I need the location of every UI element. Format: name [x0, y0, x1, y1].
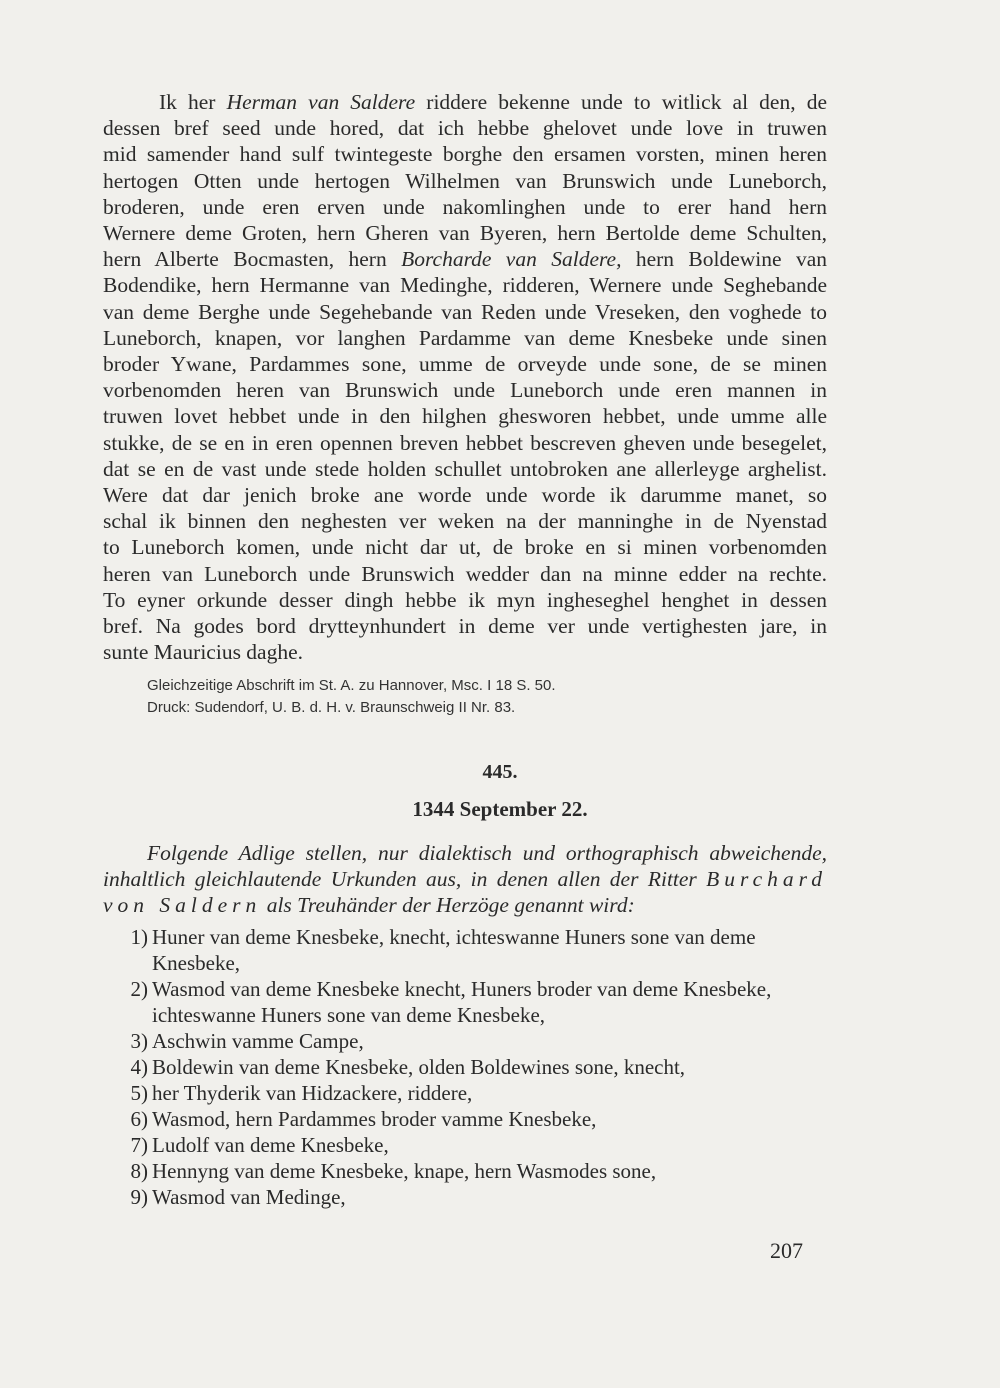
text-segment: stukke, de se en in eren opennen breven hebbet bescreven gheven unde besegelet,: [103, 430, 827, 455]
text-line: [103, 325, 827, 351]
document-number: 445.: [482, 761, 518, 783]
personal-name: Borcharde van Saldere,: [401, 247, 622, 272]
summary-name-spaced: Burchard: [706, 867, 827, 891]
list-item: [110, 1028, 830, 1054]
text-line: [103, 168, 827, 194]
charter-text: [103, 89, 827, 665]
list-item-text: Wasmod, hern Pardammes broder vamme Knesbeke,: [152, 1107, 597, 1131]
text-line: [103, 246, 827, 272]
list-item-text: Hennyng van deme Knesbeke, knape, hern Wasmodes sone,: [152, 1159, 657, 1183]
list-item-number: 1): [130, 925, 148, 949]
text-line: [103, 194, 827, 220]
list-item: [110, 924, 830, 976]
text-line: [103, 613, 827, 639]
list-item: [110, 976, 830, 1028]
text-segment: Were dat dar jenich broke ane worde unde worde ik darumme manet, so: [103, 483, 827, 508]
list-item-number: 3): [130, 1029, 148, 1053]
text-line: [103, 456, 827, 482]
text-segment: to Luneborch komen, unde nicht dar ut, de broke en si minen vorbenomden: [103, 535, 827, 560]
list-item-number: 7): [130, 1133, 148, 1157]
list-item-text: Huner van deme Knesbeke, knecht, ichteswanne Huners sone van deme Knesbeke,: [152, 925, 756, 975]
text-line: [103, 272, 827, 298]
text-segment: bref. Na godes bord drytteynhundert in deme ver unde vertighesten jare, in: [103, 614, 827, 639]
text-segment: Luneborch, knapen, vor langhen Pardamme van deme Knesbeke unde sinen: [103, 325, 827, 350]
list-item-text: Wasmod van deme Knesbeke knecht, Huners broder van deme Knesbeke, ichteswanne Huners sone van deme Knesbeke,: [152, 977, 772, 1027]
list-item: [110, 1054, 830, 1080]
text-line: [103, 377, 827, 403]
list-item-number: 4): [130, 1055, 148, 1079]
text-segment: van deme Berghe unde Segehebande van Reden unde Vreseken, den voghede to: [103, 299, 827, 324]
summary-line: [103, 866, 827, 892]
list-item-number: 6): [130, 1107, 148, 1131]
text-line: [103, 299, 827, 325]
summary-text: als Treuhänder der Herzöge genannt wird:: [261, 893, 635, 917]
text-segment: broder Ywane, Pardammes sone, umme de orveyde unde sone, de se minen: [103, 352, 827, 377]
list-item-number: 5): [130, 1081, 148, 1105]
text-line: [103, 141, 827, 167]
list-item-number: 2): [130, 977, 148, 1001]
text-line: [103, 115, 827, 141]
list-item: [110, 1184, 830, 1210]
summary-text: inhaltlich gleichlautende Urkunden aus, in denen allen der Ritter: [103, 867, 707, 891]
text-segment: hertogen Otten unde hertogen Wilhelmen van Brunswich unde Luneborch,: [103, 168, 827, 193]
text-segment: Ik her: [159, 90, 227, 114]
text-line: [103, 639, 827, 665]
text-line: [103, 430, 827, 456]
summary-line: Folgende Adlige stellen, nur dialektisch und orthographisch abweichende,: [147, 841, 827, 865]
list-item: [110, 1080, 830, 1106]
list-item: [110, 1106, 830, 1132]
text-segment: vorbenomden heren van Brunswich unde Luneborch unde eren mannen in: [103, 378, 827, 403]
text-segment: dat se en de vast unde stede holden schullet untobroken ane allerleyge arghelist.: [103, 456, 827, 481]
text-line: [103, 482, 827, 508]
text-segment: truwen lovet hebbet unde in den hilghen ghesworen hebbet, unde umme alle: [103, 404, 827, 429]
summary-name-spaced: von Saldern: [103, 893, 262, 917]
text-line: [103, 561, 827, 587]
text-segment: heren van Luneborch unde Brunswich wedder dan na minne edder na rechte.: [103, 561, 827, 586]
page-number: 207: [770, 1238, 803, 1263]
personal-name: Herman van Saldere: [226, 90, 416, 114]
text-line: [103, 587, 827, 613]
text-line: [103, 89, 827, 115]
list-item-text: Boldewin van deme Knesbeke, olden Boldewines sone, knecht,: [152, 1055, 686, 1079]
list-item: [110, 1132, 830, 1158]
list-item-text: Aschwin vamme Campe,: [152, 1029, 364, 1053]
list-item-number: 9): [130, 1185, 148, 1209]
list-item-number: 8): [130, 1159, 148, 1183]
list-item-text: her Thyderik van Hidzackere, riddere,: [152, 1081, 473, 1105]
issuer-list: [110, 924, 830, 1210]
list-item-text: Wasmod van Medinge,: [152, 1185, 346, 1209]
summary-line: [103, 892, 827, 918]
source-note-print: Druck: Sudendorf, U. B. d. H. v. Braunschweig II Nr. 83.: [147, 699, 516, 716]
list-item: [110, 1158, 830, 1184]
document-date: 1344 September 22.: [412, 797, 588, 821]
list-item-text: Ludolf van deme Knesbeke,: [152, 1133, 389, 1157]
text-segment: Bodendike, hern Hermanne van Medinghe, ridderen, Wernere unde Seghebande: [103, 273, 827, 298]
text-segment: dessen bref seed unde hored, dat ich hebbe ghelovet unde love in truwen: [103, 116, 827, 141]
text-segment: Wernere deme Groten, hern Gheren van Byeren, hern Bertolde deme Schulten,: [103, 221, 827, 246]
source-note-manuscript: Gleichzeitige Abschrift im St. A. zu Hannover, Msc. I 18 S. 50.: [147, 677, 556, 694]
text-segment: schal ik binnen den neghesten ver weken na der manninghe in de Nyenstad: [103, 509, 827, 534]
text-segment: mid samender hand sulf twintegeste borghe den ersamen vorsten, minen heren: [103, 142, 827, 167]
text-line: [103, 351, 827, 377]
text-segment: hern Alberte Bocmasten, hern: [103, 247, 402, 272]
text-segment: hern Boldewine van: [621, 247, 827, 272]
text-segment: To eyner orkunde desser dingh hebbe ik myn ingheseghel henghet in dessen: [103, 587, 827, 612]
text-segment: sunte Mauricius daghe.: [103, 640, 304, 665]
text-line: [103, 220, 827, 246]
text-segment: broderen, unde eren erven unde nakomlinghen unde to erer hand hern: [103, 194, 827, 219]
text-line: [103, 534, 827, 560]
text-line: [103, 508, 827, 534]
document-summary: [103, 840, 827, 918]
text-segment: riddere bekenne unde to witlick al den, de: [415, 90, 827, 114]
text-line: [103, 403, 827, 429]
